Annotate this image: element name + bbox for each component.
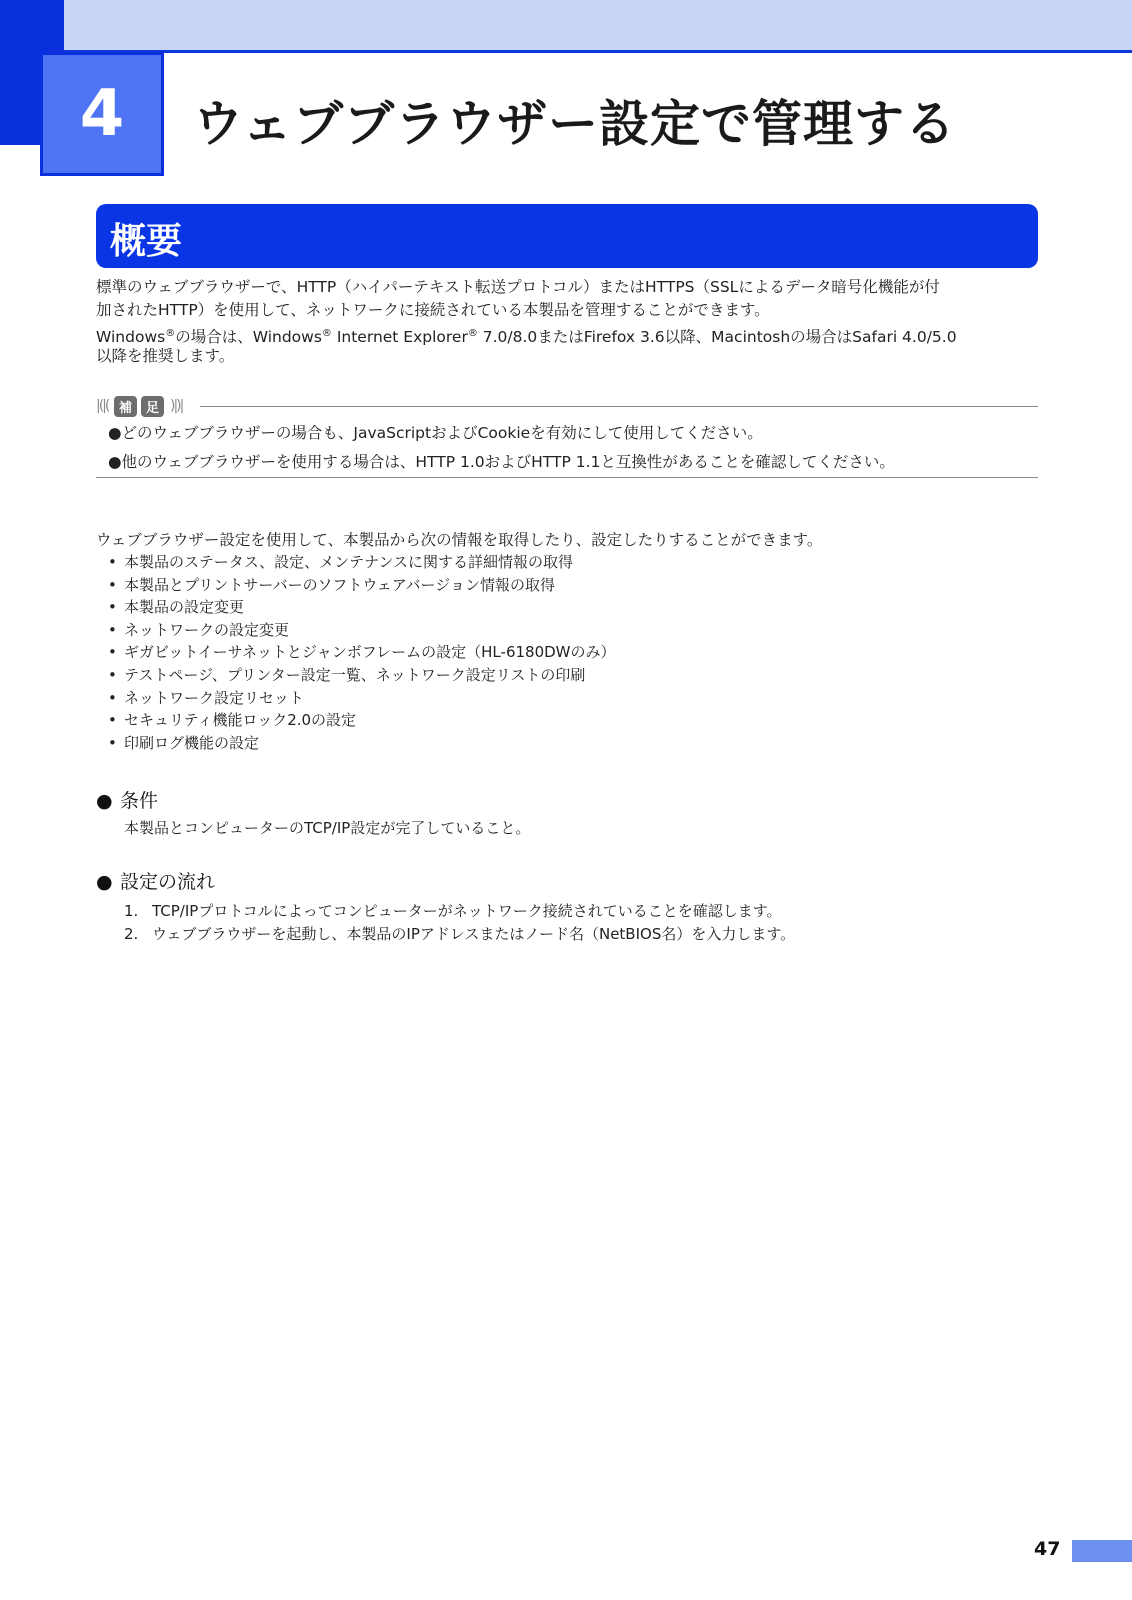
- registered-mark: ®: [321, 328, 332, 339]
- chapter-number: 4: [79, 77, 125, 151]
- list-item: • ギガビットイーサネットとジャンボフレームの設定（HL-6180DWのみ）: [108, 641, 616, 664]
- bullet: •: [108, 620, 117, 639]
- note-label-2: 足: [141, 396, 164, 417]
- bullet: •: [108, 643, 117, 662]
- intro-line-4: 以降を推奨します。: [96, 347, 235, 365]
- registered-mark: ®: [165, 328, 176, 339]
- list-item: • 本製品の設定変更: [108, 596, 616, 619]
- intro-line-1: 標準のウェブブラウザーで、HTTP（ハイパーテキスト転送プロトコル）またはHTTPS（SSLによるデータ暗号化機能が付: [96, 278, 940, 296]
- bullet: •: [108, 665, 117, 684]
- header-rule: [64, 50, 1132, 53]
- flow-heading: ● 設定の流れ: [96, 871, 216, 893]
- list-item: • ネットワークの設定変更: [108, 619, 616, 642]
- heading-bullet-icon: ●: [96, 790, 113, 812]
- list-item: • 本製品のステータス、設定、メンテナンスに関する詳細情報の取得: [108, 551, 616, 574]
- chapter-number-box: [40, 52, 164, 176]
- bullet: •: [108, 733, 117, 752]
- header-band: [0, 0, 1132, 52]
- browser-versions-text: 7.0/8.0またはFirefox 3.6以降、Macintoshの場合はSafari 4.0/5.0: [477, 328, 957, 347]
- registered-mark: ®: [467, 328, 478, 339]
- bullet: •: [108, 598, 117, 617]
- conditions-heading: ● 条件: [96, 790, 159, 812]
- intro-line-2: 加されたHTTP）を使用して、ネットワークに接続されている本製品を管理することができます。: [96, 301, 770, 319]
- bullet: •: [108, 688, 117, 707]
- note-item: ●どのウェブブラウザーの場合も、JavaScriptおよびCookieを有効にして使用してください。: [108, 424, 763, 442]
- features-intro: ウェブブラウザー設定を使用して、本製品から次の情報を取得したり、設定したりすることができます。: [96, 531, 823, 549]
- windows-text: Windows: [96, 328, 166, 347]
- bullet: •: [108, 575, 117, 594]
- list-item: • テストページ、プリンター設定一覧、ネットワーク設定リストの印刷: [108, 664, 616, 687]
- windows-text-2: の場合は、Windows: [175, 328, 322, 347]
- list-item: • セキュリティ機能ロック2.0の設定: [108, 709, 616, 732]
- note-wave-right-icon: )|)|: [170, 398, 183, 414]
- note-wave-left-icon: |(|(: [96, 398, 109, 414]
- ie-text: Internet Explorer: [331, 328, 468, 347]
- note-list: [108, 419, 895, 477]
- section-header-bar: [96, 204, 1038, 268]
- bullet: •: [108, 711, 117, 730]
- heading-bullet-icon: ●: [96, 871, 113, 893]
- step-item: 2. ウェブブラウザーを起動し、本製品のIPアドレスまたはノード名（NetBIOS名）を入力します。: [124, 925, 796, 943]
- flow-steps: [124, 900, 795, 946]
- feature-list: [108, 551, 616, 754]
- bullet: •: [108, 553, 117, 571]
- section-title: 概要: [110, 221, 183, 262]
- page-number: 47: [1034, 1538, 1061, 1560]
- list-item: • 印刷ログ機能の設定: [108, 732, 616, 755]
- conditions-body: 本製品とコンピューターのTCP/IP設定が完了していること。: [124, 819, 531, 837]
- list-item: • ネットワーク設定リセット: [108, 687, 616, 710]
- note-badge: [114, 395, 166, 417]
- note-header: [96, 395, 1038, 419]
- chapter-title: ウェブブラウザー設定で管理する: [193, 95, 956, 153]
- list-item: • 本製品とプリントサーバーのソフトウェアバージョン情報の取得: [108, 574, 616, 597]
- note-item: ●他のウェブブラウザーを使用する場合は、HTTP 1.0およびHTTP 1.1と互換性があることを確認してください。: [108, 453, 895, 471]
- note-rule: [200, 406, 1038, 407]
- page-number-tab: [1072, 1540, 1132, 1562]
- note-bottom-rule: [96, 477, 1038, 478]
- step-item: 1. TCP/IPプロトコルによってコンピューターがネットワーク接続されていることを確認します。: [124, 902, 782, 920]
- note-label-1: 補: [114, 396, 137, 417]
